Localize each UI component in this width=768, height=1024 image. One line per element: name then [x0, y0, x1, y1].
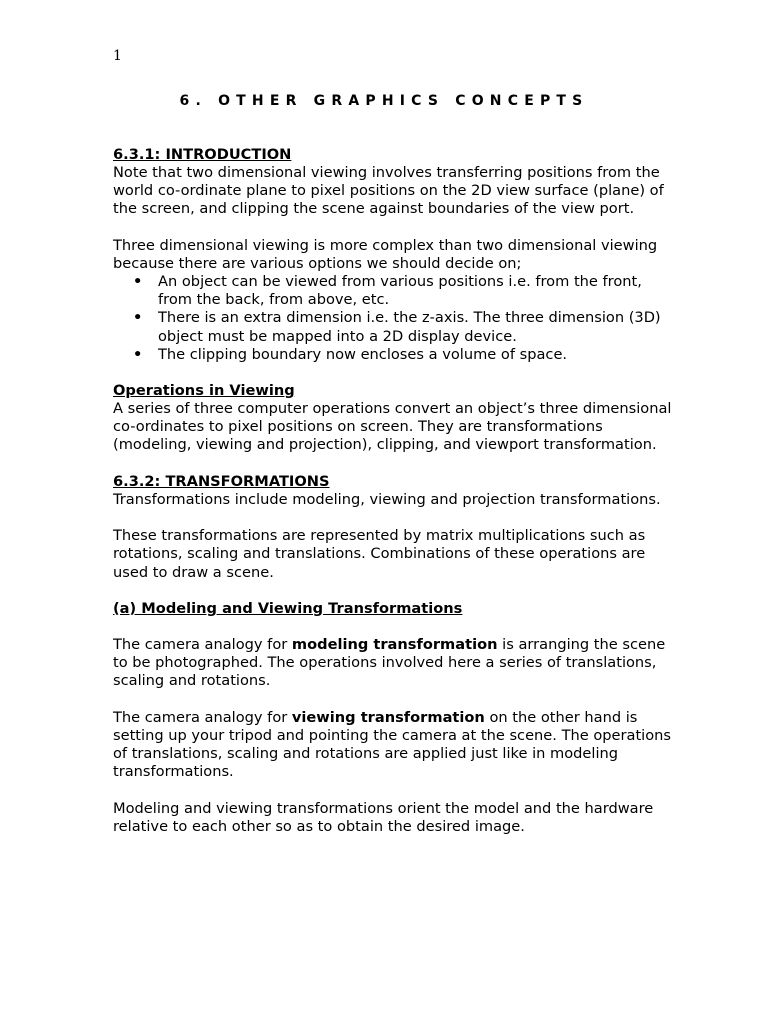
- list-item-text: There is an extra dimension i.e. the z-axis. The three dimension (3D) object must be mapped into a 2D display device.: [158, 309, 661, 345]
- paragraph-spacer: [113, 219, 673, 237]
- section-heading-operations: Operations in Viewing: [113, 382, 295, 399]
- modeling-paragraph-2-suffix: on the other hand is setting up your tripod and pointing the camera at the scene. The operations of translations, scaling and rotations are applied just like in modeling transformations.: [113, 708, 672, 781]
- section-heading-introduction: 6.3.1: INTRODUCTION: [113, 146, 292, 163]
- paragraph-spacer: [113, 582, 673, 600]
- transformations-paragraph-1: Transformations include modeling, viewing and projection transformations.: [113, 490, 661, 508]
- modeling-transformation-term: modeling transformation: [291, 636, 498, 654]
- bullet-icon: •: [133, 309, 143, 327]
- operations-paragraph: A series of three computer operations convert an object’s three dimensional co-ordinates to pixel positions on screen. They are transformations (modeling, viewing and projection), clipping, and viewport transformation.: [113, 400, 672, 454]
- paragraph-spacer: [113, 455, 673, 473]
- bullet-icon: •: [133, 345, 143, 363]
- modeling-paragraph-1-suffix: is arranging the scene to be photographed. The operations involved here a series of translations, scaling and rotations.: [113, 636, 666, 690]
- introduction-paragraph-1: Note that two dimensional viewing involves transferring positions from the world co-ordinate plane to pixel positions on the 2D view surface (plane) of the screen, and clipping the scene against boundaries of the view port.: [113, 164, 664, 218]
- introduction-paragraph-2: Three dimensional viewing is more complex than two dimensional viewing because there are various options we should decide on;: [113, 236, 658, 272]
- paragraph-spacer: [113, 618, 673, 636]
- bullet-icon: •: [133, 273, 143, 291]
- list-item-text: An object can be viewed from various positions i.e. from the front, from the back, from above, etc.: [158, 273, 642, 309]
- paragraph-spacer: [113, 509, 673, 527]
- paragraph-spacer: [113, 364, 673, 382]
- modeling-paragraph-2: [113, 709, 673, 782]
- viewing-options-list: [113, 273, 673, 364]
- list-item-text: The clipping boundary now encloses a volume of space.: [158, 345, 568, 363]
- document-body: [113, 146, 673, 836]
- page-number: 1: [113, 48, 122, 64]
- chapter-title: 6. OTHER GRAPHICS CONCEPTS: [179, 93, 589, 109]
- viewing-transformation-term: viewing transformation: [291, 708, 485, 726]
- list-item: [113, 309, 673, 345]
- section-heading-transformations: 6.3.2: TRANSFORMATIONS: [113, 472, 330, 490]
- transformations-paragraph-2: These transformations are represented by matrix multiplications such as rotations, scaling and translations. Combinations of these operations are used to draw a scene.: [113, 527, 646, 581]
- paragraph-spacer: [113, 691, 673, 709]
- list-item: [113, 273, 673, 309]
- modeling-paragraph-3: Modeling and viewing transformations orient the model and the hardware relative to each other so as to obtain the desired image.: [113, 799, 654, 835]
- paragraph-spacer: [113, 781, 673, 799]
- modeling-paragraph-1-prefix: The camera analogy for: [113, 636, 292, 654]
- section-heading-modeling: (a) Modeling and Viewing Transformations: [113, 599, 463, 617]
- list-item: [113, 346, 673, 364]
- modeling-paragraph-2-prefix: The camera analogy for: [113, 708, 292, 726]
- modeling-paragraph-1: [113, 636, 673, 690]
